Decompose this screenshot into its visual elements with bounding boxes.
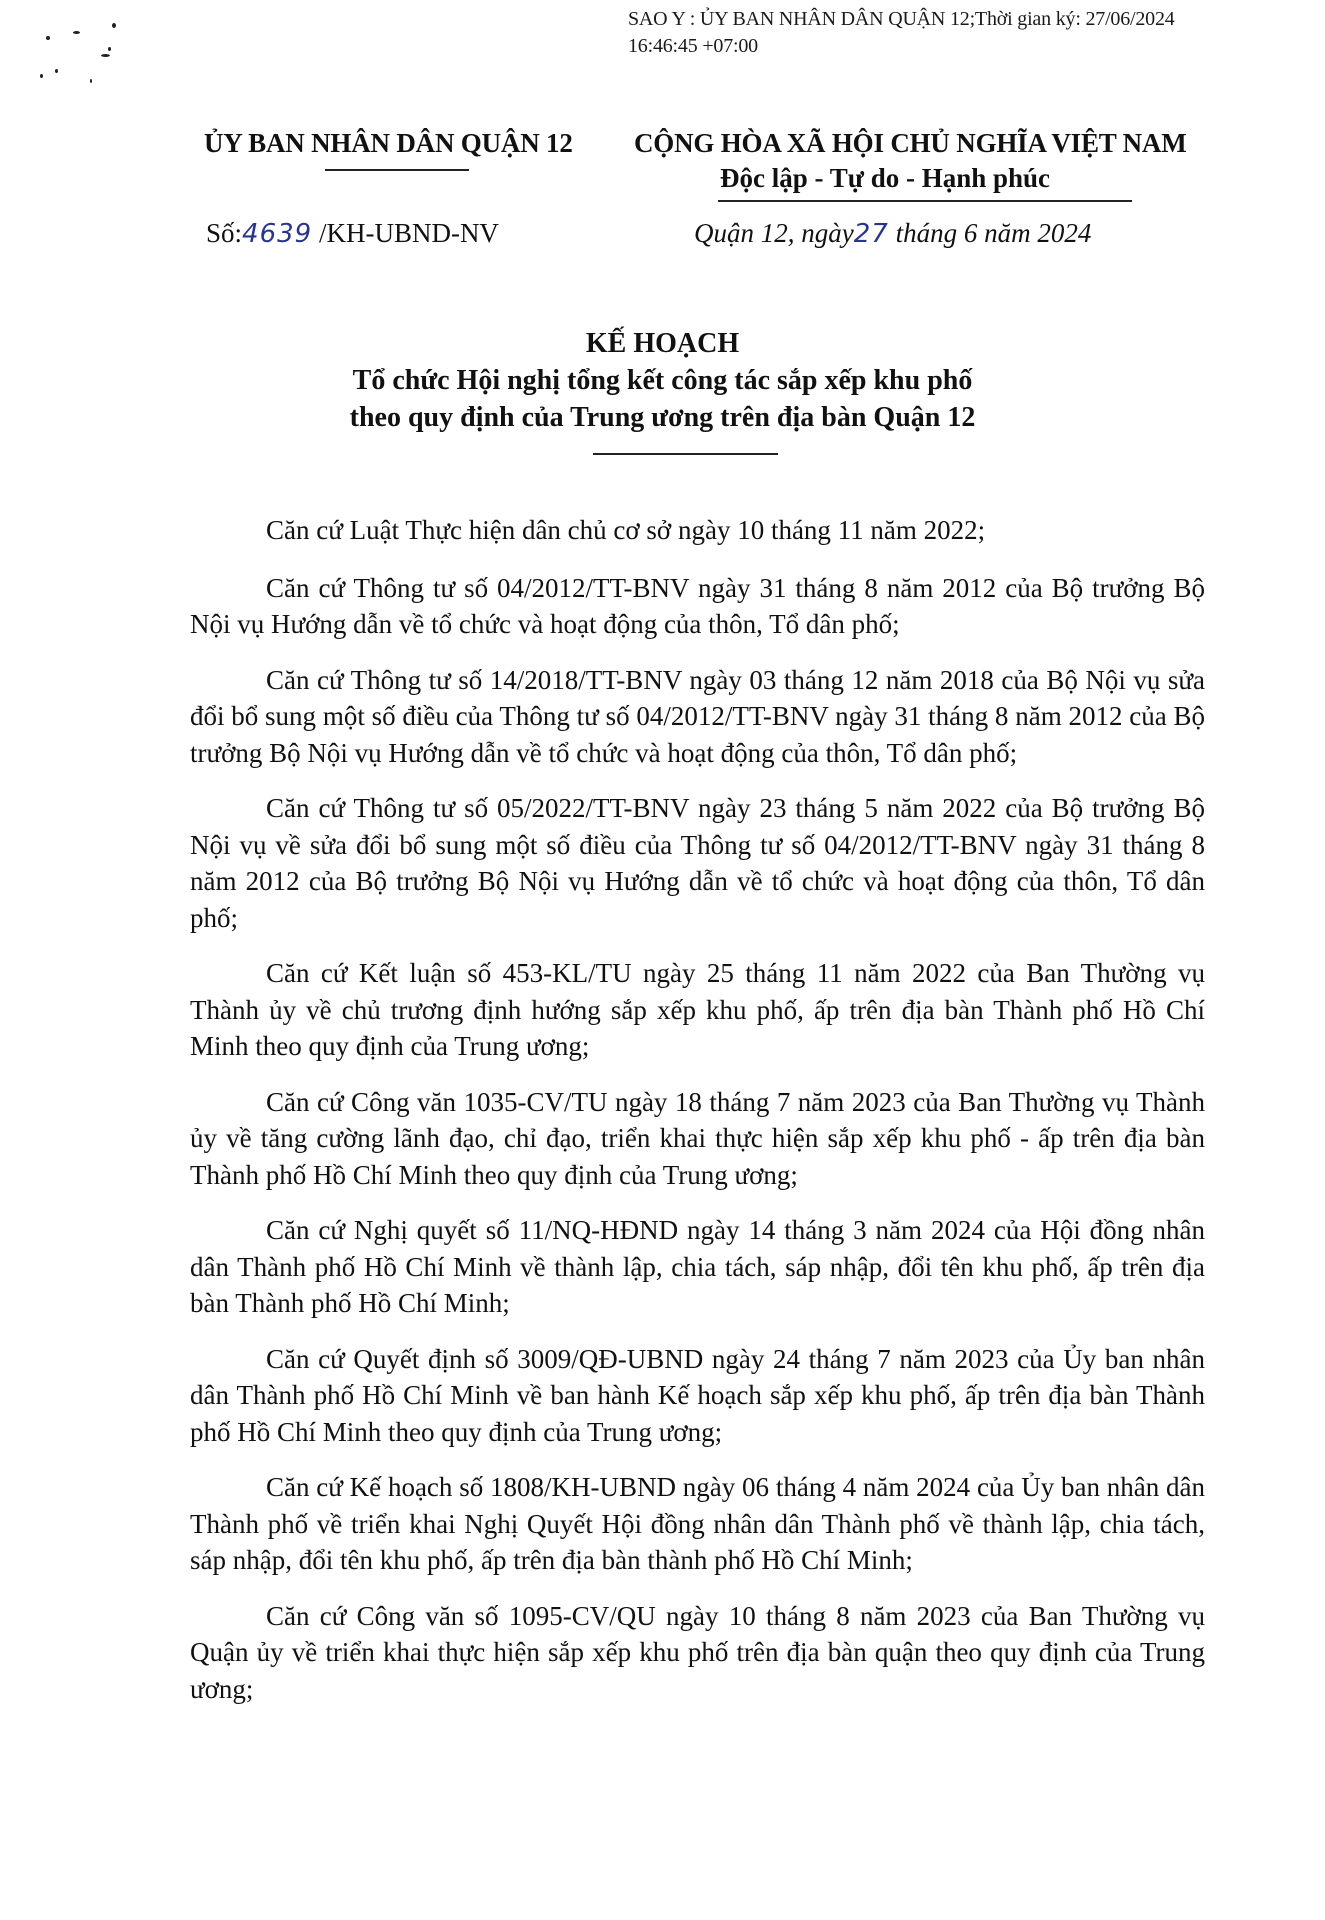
number-suffix: /KH-UBND-NV <box>318 218 499 248</box>
national-motto: Độc lập - Tự do - Hạnh phúc <box>720 163 1051 193</box>
handwritten-day: 27 <box>853 219 889 249</box>
stamp-line-2: 16:46:45 +07:00 <box>628 35 758 57</box>
paragraph: Căn cứ Thông tư số 05/2022/TT-BNV ngày 23 tháng 5 năm 2022 của Bộ trưởng Bộ Nội vụ về sửa đổi bổ sung một số điều của Thông tư số 04/2012/TT-BNV ngày 31 tháng 8 năm 2012 của Bộ trưởng Bộ Nội vụ Hướng dẫn về tổ chức và hoạt động của thôn, Tổ dân phố; <box>190 793 1205 933</box>
digital-signature-stamp <box>628 6 1175 60</box>
paragraph: Căn cứ Thông tư số 14/2018/TT-BNV ngày 03 tháng 12 năm 2018 của Bộ Nội vụ sửa đổi bổ sung một số điều của Thông tư số 04/2012/TT-BNV ngày 31 tháng 8 năm 2012 của Bộ trưởng Bộ Nội vụ Hướng dẫn về tổ chức và hoạt động của thôn, Tổ dân phố; <box>190 664 1205 768</box>
number-prefix: Số: <box>206 218 243 248</box>
paragraph: Căn cứ Công văn số 1095-CV/QU ngày 10 tháng 8 năm 2023 của Ban Thường vụ Quận ủy về triển khai thực hiện sắp xếp khu phố trên địa bàn quận theo quy định của Trung ương; <box>190 1600 1205 1704</box>
document-heading: KẾ HOẠCH <box>585 328 740 359</box>
document-subtitle-line-2: theo quy định của Trung ương trên địa bàn Quận 12 <box>349 402 976 433</box>
paragraph: Căn cứ Kế hoạch số 1808/KH-UBND ngày 06 tháng 4 năm 2024 của Ủy ban nhân dân Thành phố về triển khai Nghị Quyết Hội đồng nhân dân Thành phố về thành lập, chia tách, sáp nhập, đổi tên khu phố, ấp trên địa bàn thành phố Hồ Chí Minh; <box>190 1472 1205 1575</box>
motto-underline <box>718 200 1132 202</box>
paragraph: Căn cứ Luật Thực hiện dân chủ cơ sở ngày 10 tháng 11 năm 2022; <box>266 515 986 545</box>
date-suffix: tháng 6 năm 2024 <box>895 218 1092 248</box>
stamp-line-1: SAO Y : ỦY BAN NHÂN DÂN QUẬN 12;Thời gian ký: 27/06/2024 <box>628 8 1175 30</box>
document-date <box>694 218 1091 249</box>
document-number <box>206 218 499 249</box>
document-subtitle-line-1: Tổ chức Hội nghị tổng kết công tác sắp xếp khu phố <box>352 365 973 396</box>
paragraph: Căn cứ Công văn 1035-CV/TU ngày 18 tháng 7 năm 2023 của Ban Thường vụ Thành ủy về tăng cường lãnh đạo, chỉ đạo, triển khai thực hiện sắp xếp khu phố - ấp trên địa bàn Thành phố Hồ Chí Minh theo quy định của Trung ương; <box>190 1086 1205 1190</box>
title-underline <box>593 453 778 455</box>
paragraph: Căn cứ Kết luận số 453-KL/TU ngày 25 tháng 11 năm 2022 của Ban Thường vụ Thành ủy về chủ trương định hướng sắp xếp khu phố, ấp trên địa bàn Thành phố Hồ Chí Minh theo quy định của Trung ương; <box>190 958 1205 1061</box>
date-prefix: Quận 12, ngày <box>694 218 854 248</box>
handwritten-number: 4639 <box>242 219 313 249</box>
agency-underline <box>325 169 469 171</box>
issuing-agency: ỦY BAN NHÂN DÂN QUẬN 12 <box>204 128 573 158</box>
legal-basis-list <box>190 512 1205 1707</box>
paragraph: Căn cứ Nghị quyết số 11/NQ-HĐND ngày 14 tháng 3 năm 2024 của Hội đồng nhân dân Thành phố Hồ Chí Minh về thành lập, chia tách, sáp nhập, đổi tên khu phố, ấp trên địa bàn Thành phố Hồ Chí Minh; <box>190 1215 1205 1318</box>
paragraph: Căn cứ Thông tư số 04/2012/TT-BNV ngày 31 tháng 8 năm 2012 của Bộ trưởng Bộ Nội vụ Hướng dẫn về tổ chức và hoạt động của thôn, Tổ dân phố; <box>190 572 1205 639</box>
paragraph: Căn cứ Quyết định số 3009/QĐ-UBND ngày 24 tháng 7 năm 2023 của Ủy ban nhân dân Thành phố Hồ Chí Minh về ban hành Kế hoạch sắp xếp khu phố, ấp trên địa bàn Thành phố Hồ Chí Minh theo quy định của Trung ương; <box>190 1343 1205 1447</box>
national-title: CỘNG HÒA XÃ HỘI CHỦ NGHĨA VIỆT NAM <box>634 128 1187 158</box>
